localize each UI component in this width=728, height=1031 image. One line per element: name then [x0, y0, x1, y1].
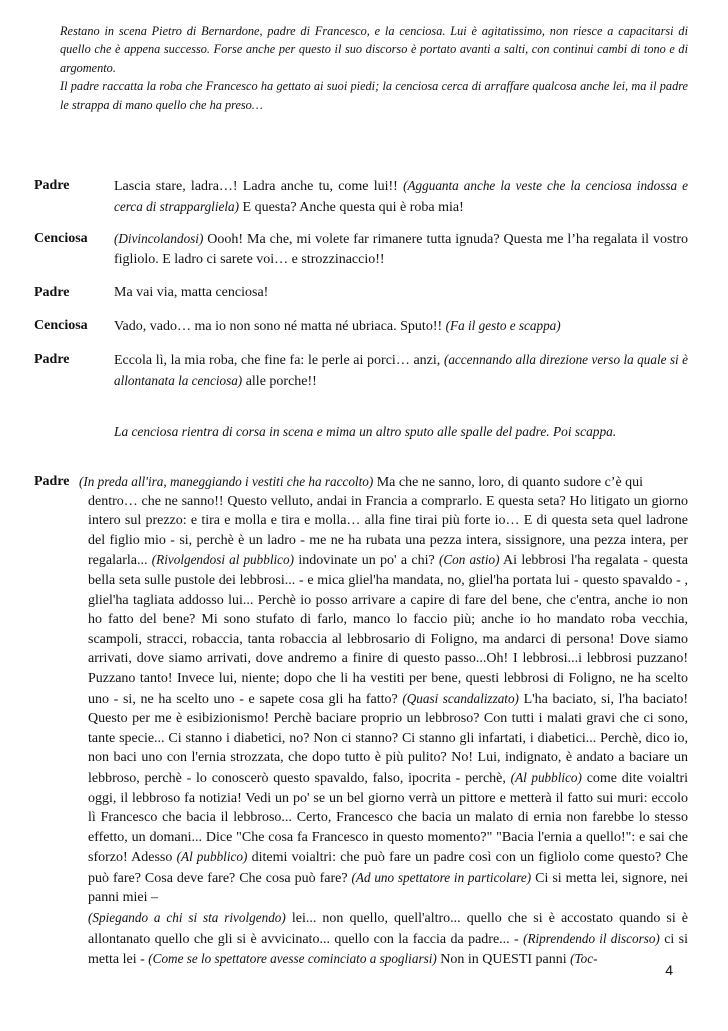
line-text: Ma che ne sanno, loro, di quanto sudore c’è qui	[373, 475, 644, 490]
stage-direction-inline: (accennando alla direzione verso la quale si è allontanata la cenciosa)	[114, 352, 688, 388]
monologue-paragraph	[88, 492, 688, 908]
speaker-name: Padre	[34, 352, 70, 367]
speaker-name: Padre	[34, 178, 70, 193]
stage-direction-inline: (Divincolandosi)	[114, 231, 204, 246]
stage-direction-inline: (Fa il gesto e scappa)	[445, 318, 561, 333]
stage-direction-inline: (Toc-	[570, 951, 598, 967]
dialogue-line	[34, 316, 688, 336]
dialogue-line	[34, 229, 688, 269]
page-number: 4	[665, 962, 673, 978]
line-text: alle porche!!	[242, 374, 317, 389]
stage-direction-inline: (Come se lo spettatore avesse cominciato a spogliarsi)	[148, 951, 437, 967]
stage-direction-inline: (Al pubblico)	[510, 769, 582, 785]
dialogue-line	[34, 176, 688, 216]
dialogue-text	[114, 229, 688, 270]
speaker-name: Padre	[34, 474, 70, 489]
line-text: Eccola lì, la mia roba, che fine fa: le perle ai porci… anzi,	[114, 353, 444, 368]
line-text: ditemi voialtri: che può fare un padre così con un figliolo come questo? Che può fare? Cosa deve fare? Che cosa può fare?	[88, 850, 688, 886]
monologue-paragraph	[88, 908, 688, 970]
line-text: Oooh! Ma che, mi volete far rimanere tutta ignuda? Questa me l’ha regalata il vostro figliolo. E ladro ci sarete voi… e strozzinaccio!!	[114, 232, 688, 267]
line-text: indovinate un po' a chi?	[294, 553, 439, 569]
stage-direction-inline: (In preda all'ira, maneggiando i vestiti che ha raccolto)	[79, 474, 374, 489]
stage-direction: La cenciosa rientra di corsa in scena e mima un altro sputo alle spalle del padre. Poi scappa.	[114, 424, 617, 439]
stage-direction-inline: (Agguanta anche la veste che la cenciosa indossa e cerca di strappargliela)	[114, 178, 688, 214]
stage-direction-inline: (Con astio)	[438, 552, 500, 568]
speaker-name: Cenciosa	[34, 318, 88, 333]
stage-direction-inline: (Spiegando a chi si sta rivolgendo)	[88, 910, 286, 926]
stage-direction-inline: (Riprendendo il discorso)	[523, 930, 660, 946]
speaker-name: Cenciosa	[34, 231, 88, 246]
stage-direction-inline: (Quasi scandalizzato)	[402, 690, 519, 706]
line-text: dentro… che ne sanno!! Questo velluto, andai in Francia a comprarlo. E questa seta? Ho litigato un giorno intero sul prezzo: e tira e molla e tira e molla… alla fine tirai più forte io… E di questa seta quel ladrone del figlio mio - si, perchè è un ladro - me ne ha rubata una pezza intera, sissignore, una pezza intera, per regalarla...	[88, 493, 688, 569]
line-text: Ci si metta lei, signore, nei panni miei –	[88, 870, 688, 906]
stage-direction-inline: (Al pubblico)	[176, 849, 248, 865]
line-text: come dite voialtri oggi, il lebbroso fa notizia! Vedi un po' se un bel giorno verrà un pittore e metterà il fatto sui muri: eccolo lì Francesco che bacia il lebbroso... Certo, Francesco che bacia un malato di ernia non farebbe lo stesso effetto, un domani... Dice "Che cosa fa Francesco in questo momento?" "Bacia l'ernia a quello!": e sai che sforzo! Adesso	[88, 770, 688, 866]
line-text: Vado, vado… ma io non sono né matta né ubriaca. Sputo!!	[114, 319, 446, 334]
speaker-name: Padre	[34, 285, 70, 300]
line-text: ci si metta lei -	[88, 931, 688, 968]
intro-stage-direction	[60, 22, 688, 114]
line-text: lei... non quello, quell'altro... quello che si è accostato quando si è allontanato quello che gli si è avvicinato... quello con la faccia da padre... -	[88, 911, 688, 947]
dialogue-text	[114, 283, 688, 303]
stage-direction-inline: (Ad uno spettatore in particolare)	[351, 869, 532, 885]
line-text: L'ha baciato, si, l'ha baciato! Questo per me è esibizionismo! Perchè baciare proprio un lebbroso? Con tutti i malati gravi che ci sono, tante specie... Ci stanno i diabetici, no? Non ci stanno? Ci stanno gli infartati, i diabetici... Perchè, dico io, non baci uno con l'ernia strozzata, che dopo tutto è più pulito? No! Lui, indignato, è andato a baciare un lebbroso, perchè - lo conoscerò questo spavaldo, falso, ipocrita - perchè,	[88, 691, 688, 786]
dialogue-line	[34, 283, 688, 303]
line-text: Ma vai via, matta cenciosa!	[114, 285, 269, 300]
line-text: E questa? Anche questa qui è roba mia!	[239, 200, 464, 215]
stage-direction-inline: (Rivolgendosi al pubblico)	[151, 552, 295, 568]
dialogue-line	[34, 350, 688, 390]
line-text: Ai lebbrosi l'ha regalata - questa bella seta sulle pustole dei lebbrosi... - e mica gliel'ha mandata, no, gliel'ha portata lui - questo spavaldo - , gliel'ha tagliata addosso lui... Perchè io posso arrivare a capire di fare del bene, che c'entra, anche io non ho fatto del bene? Mi sono stufato di farlo, manco lo faccio più; anche io ho mandato roba vecchia, scampoli, stracci, robaccia, tanta robaccia al lebbrosario di Foligno, ma andarci di persona! Dove siamo arrivati, dove siamo arrivati, dove andremo a finire di questo passo...Oh! I lebbrosi...i lebbrosi puzzano! Puzzano tanto! Invece lui, niente; dopo che li ha vestiti per bene, questi lebbrosi di Foligno, ne ha scelto uno - si, ne ha scelto uno - e sapete cosa gli ha fatto?	[88, 553, 688, 707]
intro-paragraph-2: Il padre raccatta la roba che Francesco ha gettato ai suoi piedi; la cenciosa cerca di arraffare qualcosa anche lei, ma il padre le strappa di mano quello che ha preso…	[60, 79, 688, 112]
intro-paragraph-1: Restano in scena Pietro di Bernardone, padre di Francesco, e la cenciosa. Lui è agitatissimo, non riesce a capacitarsi di quello che è appena successo. Forse anche per questo il suo discorso è portato avanti a salti, con continui cambi di tono e di argomento.	[60, 24, 688, 75]
line-text: Lascia stare, ladra…! Ladra anche tu, come lui!!	[114, 179, 404, 194]
monologue-body	[88, 492, 688, 970]
monologue-first-line	[79, 472, 688, 493]
dialogue-text	[114, 316, 688, 337]
dialogue-text	[114, 176, 688, 218]
dialogue-text	[114, 350, 688, 392]
line-text: Non in QUESTI panni	[436, 952, 571, 968]
